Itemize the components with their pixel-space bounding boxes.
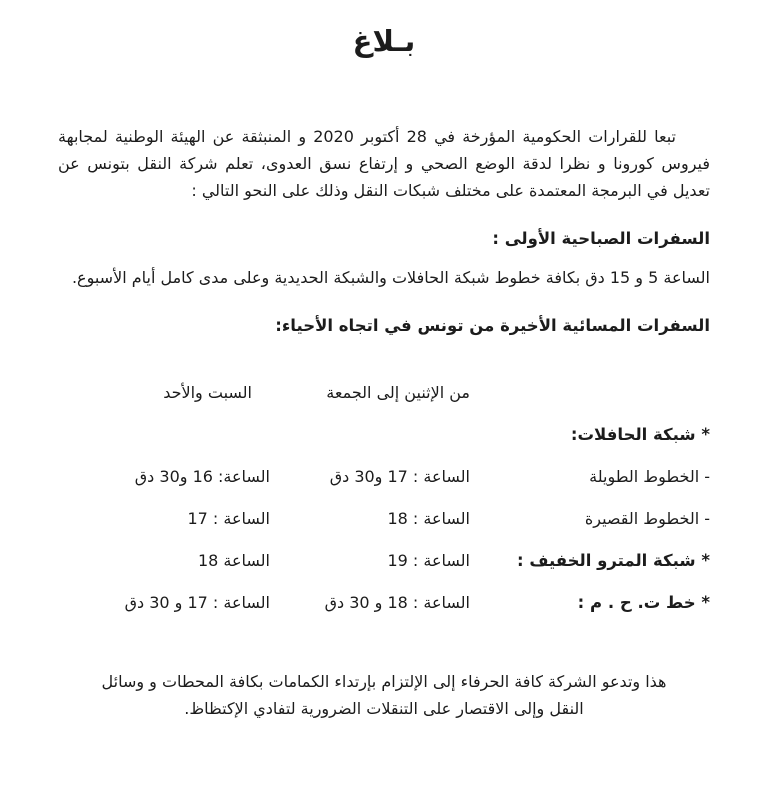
light-metro-label: * شبكة المترو الخفيف : (517, 551, 710, 570)
col-header-weekdays: من الإثنين إلى الجمعة (326, 383, 470, 402)
tgm-line-weekday-time: الساعة : 18 و 30 دق (324, 593, 470, 612)
document-title: بـلاغ (352, 24, 416, 58)
schedule-table (58, 379, 710, 616)
tgm-line-label: * خط ت. ح . م : (577, 593, 710, 612)
morning-trips-text: الساعة 5 و 15 دق بكافة خطوط شبكة الحافلات والشبكة الحديدية وعلى مدى كامل أيام الأسبوع. (71, 268, 710, 287)
morning-trips-heading: السفرات الصباحية الأولى : (492, 229, 710, 248)
bus-network-heading: * شبكة الحافلات: (570, 425, 710, 444)
col-header-weekend: السبت والأحد (163, 383, 252, 402)
long-lines-label: - الخطوط الطويلة (589, 467, 710, 486)
evening-trips-heading: السفرات المسائية الأخيرة من تونس في اتجاه الأحياء: (275, 316, 710, 335)
schedule-cell (62, 421, 270, 448)
long-lines-weekday-time: الساعة : 17 و30 دق (329, 467, 470, 486)
light-metro-weekend-time: الساعة 18 (197, 551, 270, 570)
communique-document (0, 20, 768, 800)
schedule-cell (270, 421, 470, 448)
closing-paragraph: هذا وتدعو الشركة كافة الحرفاء إلى الإلتزام بإرتداء الكمامات بكافة المحطات و وسائل النقل وإلى الاقتصار على التنقلات الضرورية لتفادي الإكتظاظ. (101, 672, 667, 718)
long-lines-weekend-time: الساعة: 16 و30 دق (134, 467, 270, 486)
schedule-header-spacer (470, 379, 710, 406)
short-lines-weekend-time: الساعة : 17 (187, 509, 270, 528)
intro-paragraph: تبعا للقرارات الحكومية المؤرخة في 28 أكتوبر 2020 و المنبثقة عن الهيئة الوطنية لمجابهة فيروس كورونا و نظرا لدقة الوضع الصحي و إرتفاع نسق العدوى، تعلم شركة النقل بتونس عن تعديل في البرمجة المعتمدة على مختلف شبكات النقل وذلك على النحو التالي : (58, 127, 710, 200)
document-body (0, 123, 768, 722)
short-lines-label: - الخطوط القصيرة (584, 509, 710, 528)
light-metro-weekday-time: الساعة : 19 (387, 551, 470, 570)
tgm-line-weekend-time: الساعة : 17 و 30 دق (124, 593, 270, 612)
short-lines-weekday-time: الساعة : 18 (387, 509, 470, 528)
